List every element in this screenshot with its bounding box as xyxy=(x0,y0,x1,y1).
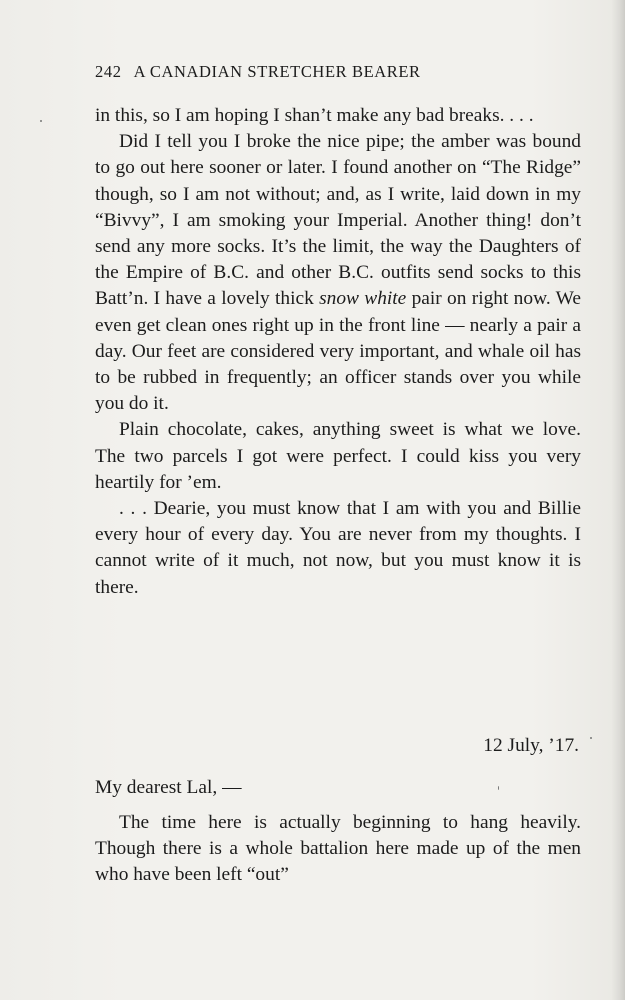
letter-salutation: My dearest Lal, — xyxy=(95,777,242,798)
paragraph-chocolate: Plain chocolate, cakes, anything sweet is what we love. The two parcels I got were perfect. I could kiss you very heartily for ’em. xyxy=(95,419,581,493)
paper-speck xyxy=(590,737,592,739)
book-title: A CANADIAN STRETCHER BEARER xyxy=(133,62,421,81)
running-head xyxy=(95,62,595,82)
paragraph-continuation: in this, so I am hoping I shan’t make any bad breaks. . . . xyxy=(95,105,534,126)
paragraph-pipe-socks-text-end: pair on right now. We even get clean ones right up in the front line — nearly a pair a day. Our feet are considered very important, and whale oil has to be rubbed in frequently; an officer stands over you while you do it. xyxy=(95,288,581,415)
paragraph-dearie: . . . Dearie, you must know that I am with you and Billie every hour of every day. You are never from my thoughts. I cannot write of it much, not now, but you must know it is there. xyxy=(95,498,581,598)
paper-speck xyxy=(498,786,499,790)
page-gutter-shadow xyxy=(611,0,625,1000)
page-number: 242 xyxy=(95,62,122,81)
paragraph-pipe-socks-text: Did I tell you I broke the nice pipe; the amber was bound to go out here sooner or later. I found another on “The Ridge” though, so I am not without; and, as I write, laid down in my “Bivvy”, I am smoking your Imperial. Another thing! don’t send any more socks. It’s the limit, the way the Daughters of the Empire of B.C. and other B.C. outfits send socks to this Batt’n. I have a lovely thick xyxy=(95,131,581,310)
paragraph-pipe-socks xyxy=(95,129,581,417)
italic-phrase: snow white xyxy=(319,288,407,310)
body-text xyxy=(95,103,581,601)
paper-speck xyxy=(40,120,42,122)
letter-paragraph: The time here is actually beginning to hang heavily. Though there is a whole battalion here made up of the men who have been left “out” xyxy=(95,812,581,886)
letter-body xyxy=(95,810,581,889)
letter-date: 12 July, ’17. xyxy=(483,735,579,756)
